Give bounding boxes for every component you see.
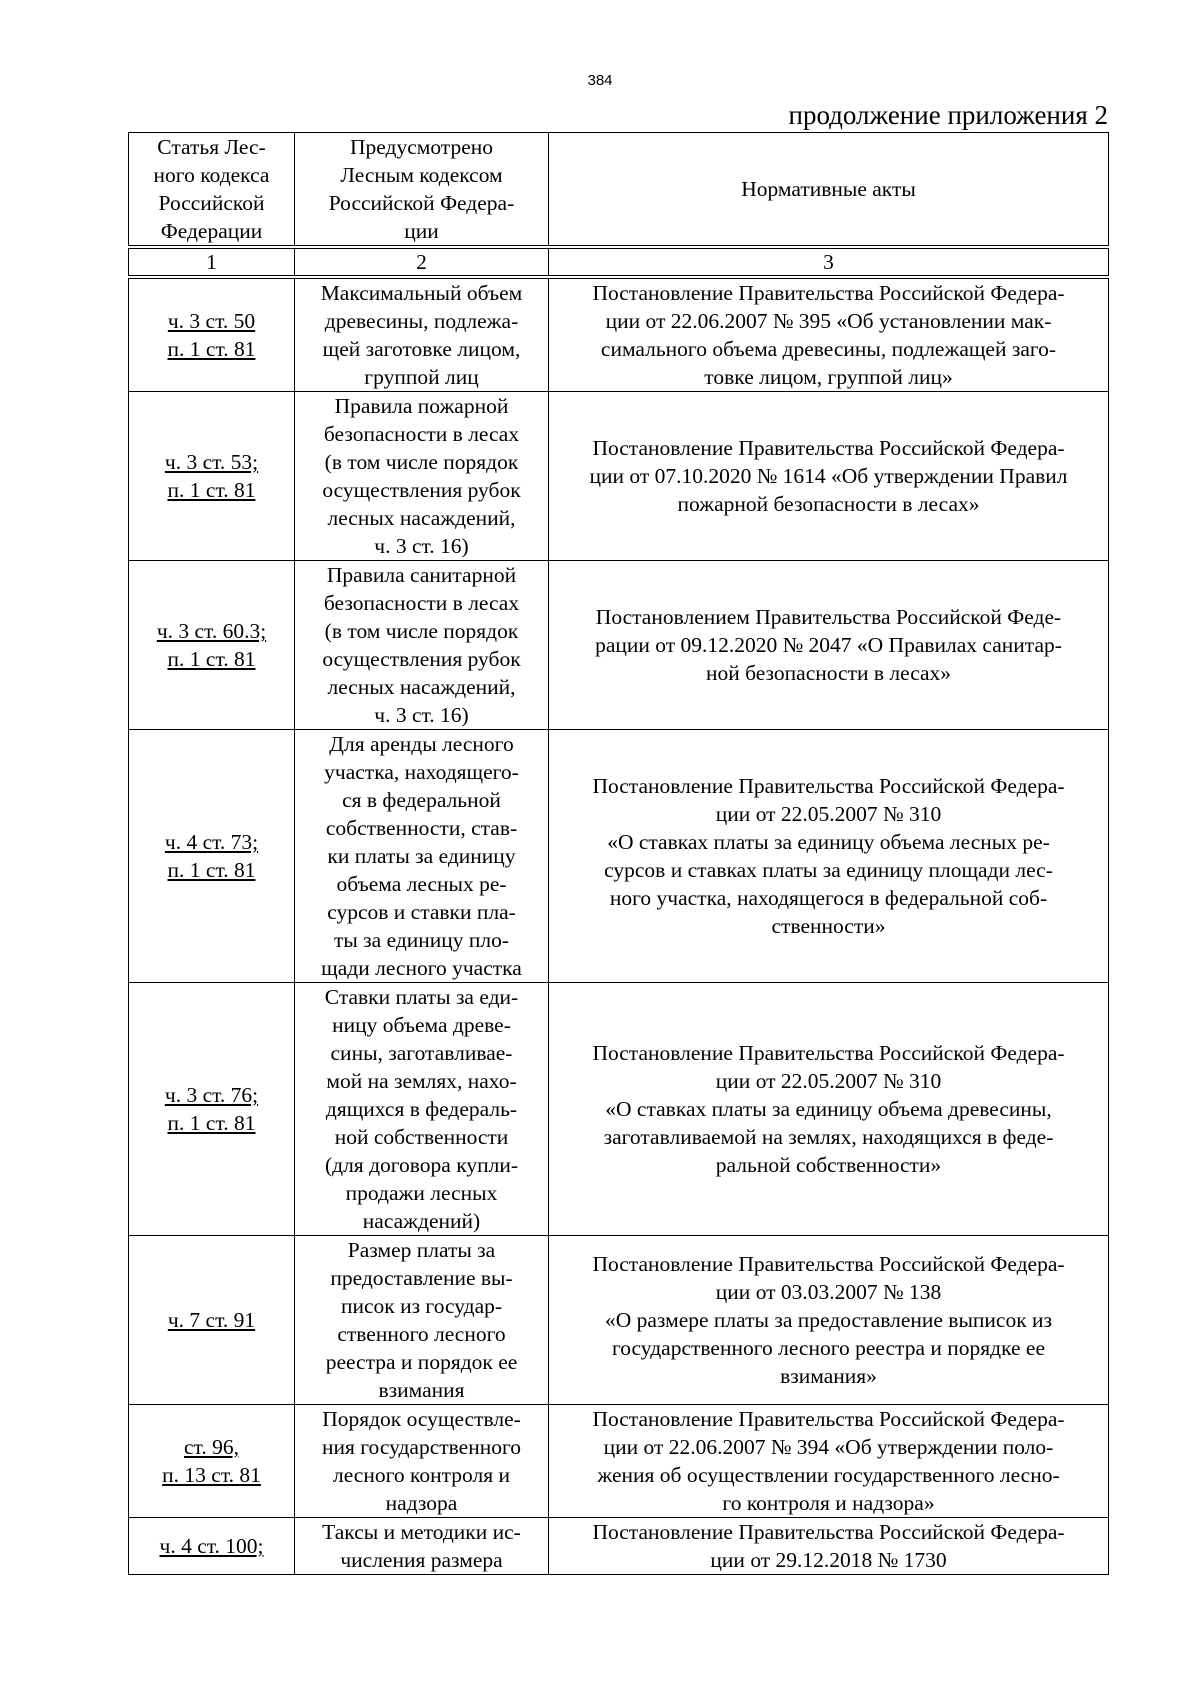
header-article-line: Российской — [158, 191, 265, 215]
article-link[interactable]: ч. 3 ст. 76; — [164, 1083, 259, 1107]
act-line: ции от 03.03.2007 № 138 — [715, 1280, 942, 1304]
table-row — [129, 983, 1109, 1236]
provision-line: щади лесного участка — [321, 956, 522, 980]
article-cell — [129, 1405, 295, 1518]
article-cell — [129, 392, 295, 561]
act-cell — [549, 983, 1109, 1236]
provision-line: мой на землях, нахо- — [326, 1069, 517, 1093]
table-row — [129, 730, 1109, 983]
provision-line: безопасности в лесах — [323, 422, 520, 446]
table-row — [129, 1236, 1109, 1405]
act-line: Постановление Правительства Российской Федера- — [592, 1407, 1065, 1431]
act-line: пожарной безопасности в лесах» — [677, 492, 980, 516]
article-link[interactable]: ч. 4 ст. 73; — [164, 830, 259, 854]
provision-line: реестра и порядок ее — [325, 1350, 518, 1374]
provision-line: ки платы за единицу — [327, 844, 516, 868]
act-line: ции от 22.06.2007 № 395 «Об установлении мак- — [605, 309, 1052, 333]
table-row — [129, 277, 1109, 392]
provision-line: лесных насаждений, — [327, 506, 516, 530]
provision-line: ты за единицу пло- — [333, 928, 510, 952]
header-article-line: Статья Лес- — [157, 135, 266, 159]
article-cell — [129, 1518, 295, 1575]
act-cell — [549, 561, 1109, 730]
provision-line: продажи лесных — [345, 1181, 498, 1205]
header-row — [129, 133, 1109, 248]
article-link[interactable]: п. 1 ст. 81 — [167, 1111, 256, 1135]
provision-line: (в том числе порядок — [324, 450, 519, 474]
page-number: 384 — [587, 72, 613, 89]
article-cell — [129, 561, 295, 730]
table-row — [129, 561, 1109, 730]
act-cell — [549, 730, 1109, 983]
act-line: «О ставках платы за единицу объема древесины, — [605, 1097, 1052, 1121]
provision-line: (для договора купли- — [324, 1153, 519, 1177]
act-cell — [549, 1236, 1109, 1405]
legal-acts-table — [128, 132, 1109, 1575]
provision-cell — [295, 983, 549, 1236]
article-link[interactable]: ст. 96, — [184, 1435, 239, 1459]
article-cell — [129, 983, 295, 1236]
provision-cell — [295, 1518, 549, 1575]
act-line: симального объема древесины, подлежащей заго- — [600, 337, 1057, 361]
act-line: го контроля и надзора» — [722, 1491, 935, 1515]
act-line: товке лицом, группой лиц» — [704, 365, 953, 389]
provision-line: предоставление вы- — [330, 1266, 513, 1290]
provision-line: объема лесных ре- — [336, 872, 507, 896]
provision-line: ной собственности — [334, 1125, 509, 1149]
act-line: взимания» — [780, 1364, 877, 1388]
act-cell — [549, 1518, 1109, 1575]
provision-cell — [295, 561, 549, 730]
act-line: «О ставках платы за единицу объема лесных ре- — [607, 830, 1050, 854]
provision-line: ния государственного — [321, 1435, 522, 1459]
article-link[interactable]: п. 1 ст. 81 — [167, 858, 256, 882]
provision-cell — [295, 392, 549, 561]
act-line: заготавливаемой на землях, находящихся в феде- — [603, 1125, 1054, 1149]
provision-line: Максимальный объем — [320, 281, 523, 305]
table-row — [129, 1405, 1109, 1518]
provision-line: осуществления рубок — [322, 647, 521, 671]
act-line: ственности» — [771, 914, 886, 938]
act-line: ции от 22.06.2007 № 394 «Об утверждении поло- — [603, 1435, 1054, 1459]
provision-cell — [295, 277, 549, 392]
provision-line: Ставки платы за еди- — [324, 985, 519, 1009]
provision-line: осуществления рубок — [322, 478, 521, 502]
provision-line: ственного лесного — [337, 1322, 506, 1346]
provision-line: собственности, став- — [325, 816, 518, 840]
header-provision — [295, 133, 549, 248]
act-line: ции от 29.12.2018 № 1730 — [710, 1548, 947, 1572]
provision-line: ч. 3 ст. 16) — [374, 534, 469, 558]
header-acts-line: Нормативные акты — [741, 177, 916, 201]
provision-line: (в том числе порядок — [324, 619, 519, 643]
header-provision-line: Российской Федера- — [328, 191, 515, 215]
header-provision-line: Предусмотрено — [349, 135, 494, 159]
article-link[interactable]: п. 1 ст. 81 — [167, 647, 256, 671]
act-line: «О размере платы за предоставление выписок из — [604, 1308, 1053, 1332]
article-link[interactable]: п. 1 ст. 81 — [167, 337, 256, 361]
act-line: ральной собственности» — [715, 1153, 942, 1177]
provision-line: дящихся в федераль- — [325, 1097, 518, 1121]
header-article-line: Федерации — [160, 219, 263, 243]
article-cell — [129, 277, 295, 392]
provision-line: лесного контроля и — [333, 1463, 510, 1487]
provision-line: древесины, подлежа- — [324, 309, 519, 333]
act-line: Постановлением Правительства Российской Феде- — [595, 605, 1062, 629]
act-line: рации от 09.12.2020 № 2047 «О Правилах санитар- — [595, 633, 1062, 657]
column-number-3: 3 — [549, 247, 1109, 277]
provision-line: Для аренды лесного — [329, 732, 514, 756]
provision-line: ч. 3 ст. 16) — [374, 703, 469, 727]
table-row — [129, 392, 1109, 561]
article-link[interactable]: ч. 3 ст. 53; — [164, 450, 259, 474]
act-line: ной безопасности в лесах» — [705, 661, 952, 685]
provision-cell — [295, 730, 549, 983]
act-cell — [549, 392, 1109, 561]
provision-line: сины, заготавливае- — [330, 1041, 513, 1065]
column-number-2: 2 — [295, 247, 549, 277]
provision-line: лесных насаждений, — [327, 675, 516, 699]
act-line: Постановление Правительства Российской Федера- — [592, 281, 1065, 305]
article-cell — [129, 730, 295, 983]
act-cell — [549, 1405, 1109, 1518]
provision-line: сурсов и ставки пла- — [327, 900, 516, 924]
provision-cell — [295, 1405, 549, 1518]
provision-line: надзора — [385, 1491, 458, 1515]
provision-line: Правила пожарной — [334, 394, 509, 418]
provision-line: Таксы и методики ис- — [322, 1520, 521, 1544]
act-line: Постановление Правительства Российской Федера- — [592, 1520, 1065, 1544]
act-line: ции от 07.10.2020 № 1614 «Об утверждении Правил — [589, 464, 1068, 488]
column-number-row — [129, 247, 1109, 277]
act-line: государственного лесного реестра и порядке ее — [611, 1336, 1045, 1360]
article-link[interactable]: ч. 4 ст. 100; — [159, 1534, 264, 1558]
act-line: сурсов и ставках платы за единицу площади лес- — [604, 858, 1053, 882]
article-link[interactable]: ч. 3 ст. 50 — [167, 309, 256, 333]
act-line: ции от 22.05.2007 № 310 — [715, 1069, 942, 1093]
provision-line: Размер платы за — [347, 1238, 496, 1262]
header-article-line: ного кодекса — [153, 163, 270, 187]
act-line: ции от 22.05.2007 № 310 — [715, 802, 942, 826]
provision-cell — [295, 1236, 549, 1405]
header-article — [129, 133, 295, 248]
provision-line: безопасности в лесах — [323, 591, 520, 615]
header-acts — [549, 133, 1109, 248]
provision-line: числения размера — [340, 1548, 503, 1572]
act-line: Постановление Правительства Российской Федера- — [592, 1041, 1065, 1065]
column-number-1: 1 — [129, 247, 295, 277]
article-link[interactable]: ч. 7 ст. 91 — [167, 1308, 256, 1332]
appendix-continuation-label: продолжение приложения 2 — [788, 100, 1108, 130]
provision-line: Порядок осуществле- — [322, 1407, 521, 1431]
provision-line: ся в федеральной — [342, 788, 501, 812]
act-line: ного участка, находящегося в федеральной соб- — [609, 886, 1048, 910]
article-link[interactable]: п. 1 ст. 81 — [167, 478, 256, 502]
article-link[interactable]: ч. 3 ст. 60.3; — [156, 619, 267, 643]
act-cell — [549, 277, 1109, 392]
provision-line: ницу объема древе- — [332, 1013, 511, 1037]
header-provision-line: ции — [404, 219, 439, 243]
act-line: Постановление Правительства Российской Федера- — [592, 436, 1065, 460]
provision-line: участка, находящего- — [324, 760, 519, 784]
provision-line: Правила санитарной — [326, 563, 517, 587]
table-row — [129, 1518, 1109, 1575]
act-line: Постановление Правительства Российской Федера- — [592, 1252, 1065, 1276]
article-cell — [129, 1236, 295, 1405]
provision-line: писок из государ- — [340, 1294, 503, 1318]
header-provision-line: Лесным кодексом — [340, 163, 503, 187]
article-link[interactable]: п. 13 ст. 81 — [162, 1463, 261, 1487]
provision-line: группой лиц — [364, 365, 479, 389]
act-line: жения об осуществлении государственного лесно- — [597, 1463, 1060, 1487]
act-line: Постановление Правительства Российской Федера- — [592, 774, 1065, 798]
provision-line: насаждений) — [362, 1209, 481, 1233]
provision-line: щей заготовке лицом, — [322, 337, 521, 361]
provision-line: взимания — [378, 1378, 465, 1402]
